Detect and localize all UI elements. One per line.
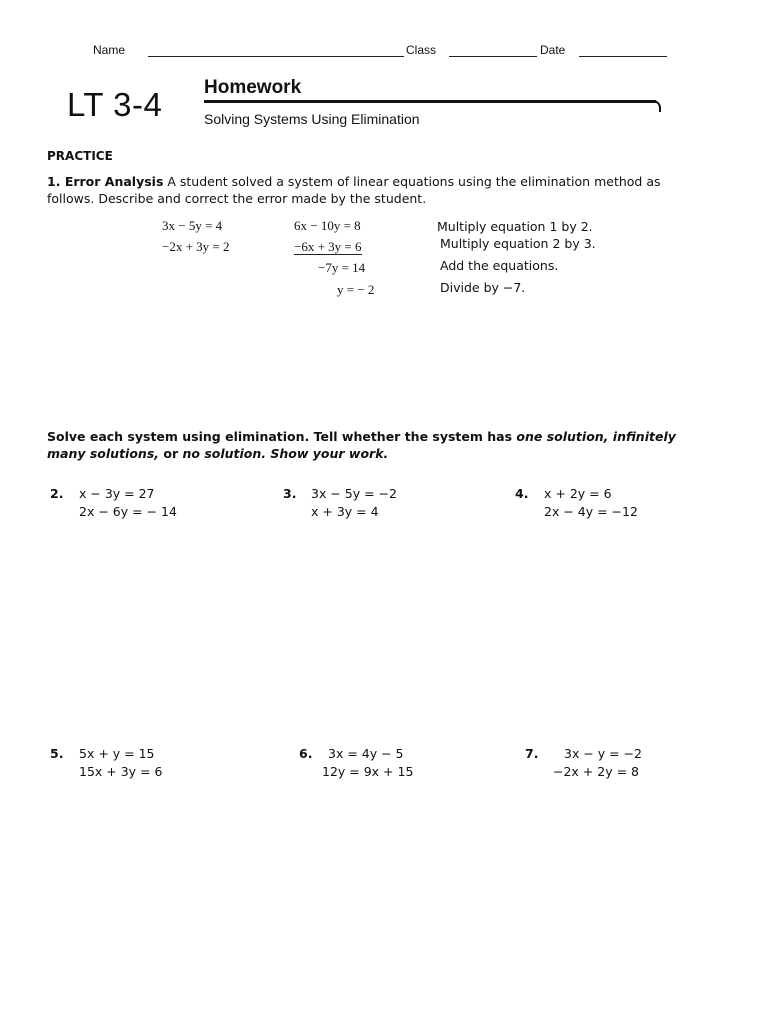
step-4: Divide by −7.: [440, 280, 526, 295]
step-1: Multiply equation 1 by 2.: [437, 219, 593, 234]
problem-7-number: 7.: [525, 746, 539, 761]
homework-subtitle: Solving Systems Using Elimination: [204, 111, 420, 127]
problem-4-eq-2: 2x − 4y = −12: [544, 504, 638, 519]
name-label: Name: [93, 43, 126, 57]
problem-7-equations: [553, 745, 642, 781]
step-3: Add the equations.: [440, 258, 559, 273]
work-sum-rule: [294, 254, 362, 255]
instructions: [47, 428, 687, 462]
instructions-italic-2: no solution. Show your work.: [182, 446, 389, 461]
problem-4-equations: [544, 485, 638, 521]
problem-5-equations: [79, 745, 162, 781]
name-field[interactable]: [148, 56, 404, 57]
problem-4-number: 4.: [515, 486, 529, 501]
problem-7-eq-1: 3x − y = −2: [564, 746, 643, 761]
title-rule: [204, 100, 656, 103]
step-2: Multiply equation 2 by 3.: [440, 236, 596, 251]
problem-4-eq-1: x + 2y = 6: [544, 486, 612, 501]
problem-5-number: 5.: [50, 746, 64, 761]
work-line-4: y = − 2: [337, 282, 375, 297]
date-field[interactable]: [579, 56, 667, 57]
problem-3-equations: [311, 485, 397, 521]
problem-3-eq-2: x + 3y = 4: [311, 504, 379, 519]
instructions-italic-1: one solution, infinitely many solutions,: [47, 429, 676, 461]
problem-6-equations: [322, 745, 413, 781]
problem-5-eq-2: 15x + 3y = 6: [79, 764, 163, 779]
homework-title: Homework: [204, 77, 302, 98]
work-line-1: 6x − 10y = 8: [294, 218, 361, 233]
title-rule-hook: [653, 100, 661, 112]
date-label: Date: [540, 43, 566, 57]
practice-heading: PRACTICE: [47, 149, 113, 163]
problem-2-equations: [79, 485, 177, 521]
problem-1-description: A student solved a system of linear equations using the elimination method as follows. Describe and correct the error made by the student.: [47, 174, 661, 206]
problem-6-eq-2: 12y = 9x + 15: [322, 764, 414, 779]
problem-6-eq-1: 3x = 4y − 5: [328, 746, 404, 761]
system-eq-1: 3x − 5y = 4: [162, 218, 223, 233]
problem-2-eq-1: x − 3y = 27: [79, 486, 155, 501]
problem-1-text: [47, 173, 667, 207]
problem-1-number: 1.: [47, 174, 61, 189]
system-eq-2: −2x + 3y = 2: [162, 239, 230, 254]
work-line-3: −7y = 14: [318, 260, 366, 275]
problem-2-number: 2.: [50, 486, 64, 501]
problem-1-label: Error Analysis: [64, 174, 164, 189]
problem-6-number: 6.: [299, 746, 313, 761]
work-line-2: −6x + 3y = 6: [294, 239, 362, 254]
instructions-part-2: or: [159, 446, 183, 461]
problem-7-eq-2: −2x + 2y = 8: [553, 764, 639, 779]
problem-3-number: 3.: [283, 486, 297, 501]
instructions-part-1: Solve each system using elimination. Tell whether the system has: [47, 429, 517, 444]
class-field[interactable]: [449, 56, 537, 57]
lt-code: LT 3-4: [67, 86, 163, 123]
problem-3-eq-1: 3x − 5y = −2: [311, 486, 397, 501]
problem-5-eq-1: 5x + y = 15: [79, 746, 155, 761]
problem-2-eq-2: 2x − 6y = − 14: [79, 504, 177, 519]
class-label: Class: [406, 43, 437, 57]
